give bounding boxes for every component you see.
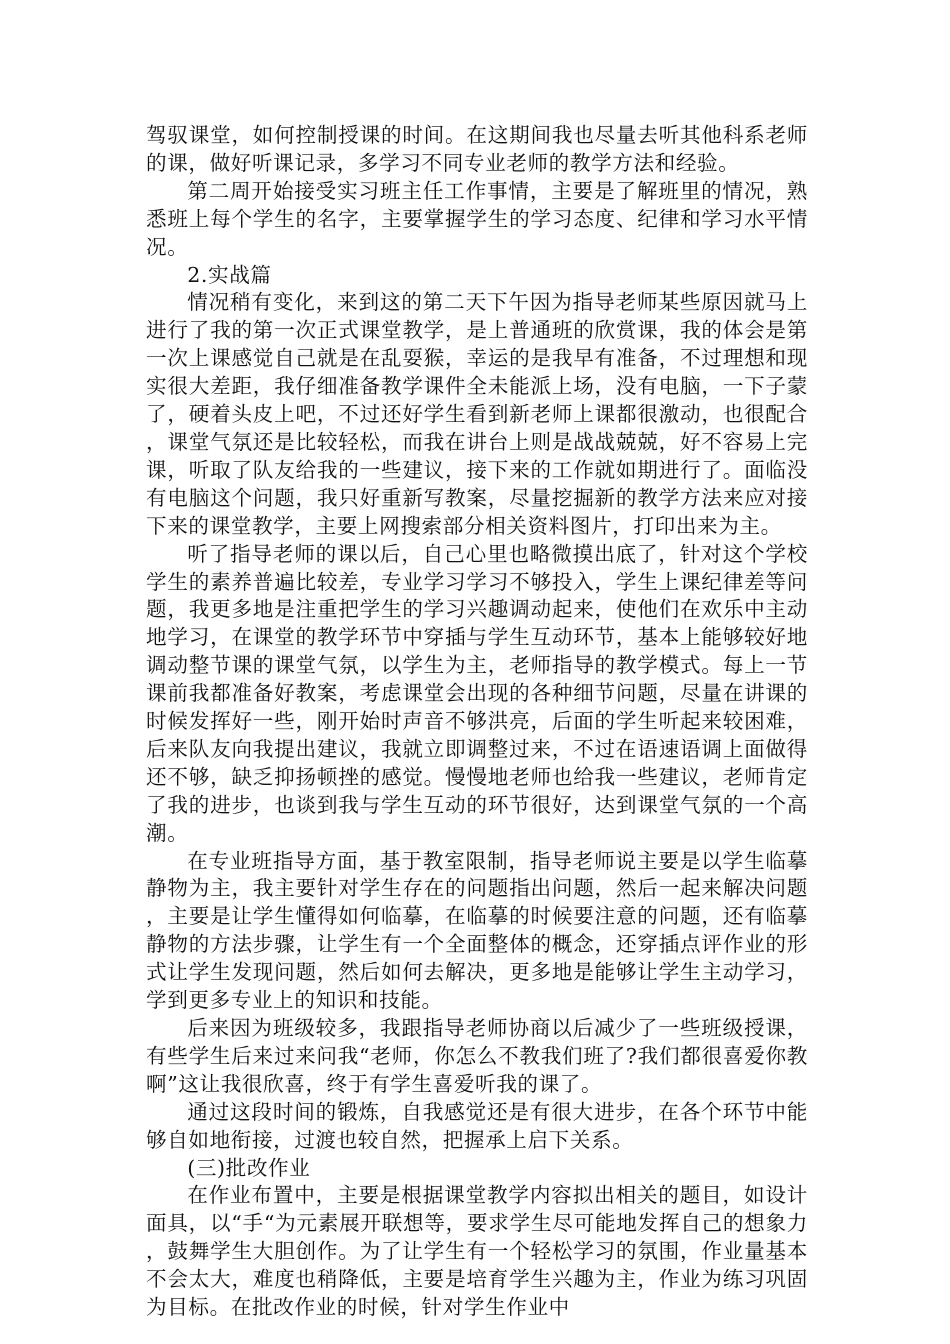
section-heading-practice: 2.实战篇 xyxy=(187,262,272,287)
paragraph-5: 在专业班指导方面，基于教室限制，指导老师说主要是以学生临摹静物为主，我主要针对学生存在的问题指出问题，然后一起来解决问题，主要是让学生懂得如何临摹，在临摹的时候要注意的问题，还有临摹静物的方法步骤，让学生有一个全面整体的概念，还穿插点评作业的形式让学生发现问题，然后如何去解决，更多地是能够让学生主动学习，学到更多专业上的知识和技能。 xyxy=(146,848,808,1013)
paragraph-2: 第二周开始接受实习班主任工作事情，主要是了解班里的情况，熟悉班上每个学生的名字，主要掌握学生的学习态度、纪律和学习水平情况。 xyxy=(146,178,808,259)
section-heading-homework: (三)批改作业 xyxy=(187,1155,311,1180)
paragraph-7: 通过这段时间的锻炼，自我感觉还是有很大进步，在各个环节中能够自如地衔接，过渡也较自然，把握承上启下关系。 xyxy=(146,1099,808,1152)
paragraph-3: 情况稍有变化，来到这的第二天下午因为指导老师某些原因就马上进行了我的第一次正式课堂教学，是上普通班的欣赏课，我的体会是第一次上课感觉自己就是在乱耍猴，幸运的是我早有准备，不过理想和现实很大差距，我仔细准备教学课件全未能派上场，没有电脑，一下子蒙了，硬着头皮上吧，不过还好学生看到新老师上课都很激动，也很配合，课堂气氛还是比较轻松，而我在讲台上则是战战兢兢，好不容易上完课，听取了队友给我的一些建议，接下来的工作就如期进行了。面临没有电脑这个问题，我只好重新写教案，尽量挖掘新的教学方法来应对接下来的课堂教学，主要上网搜索部分相关资料图片，打印出来为主。 xyxy=(146,290,808,538)
paragraph-8: 在作业布置中，主要是根据课堂教学内容拟出相关的题目，如设计面具，以“手“为元素展开联想等，要求学生尽可能地发挥自己的想象力，鼓舞学生大胆创作。为了让学生有一个轻松学习的氛围，作业量基本不会太大，难度也稍降低，主要是培育学生兴趣为主，作业为练习巩固为目标。在批改作业的时候，针对学生作业中 xyxy=(146,1183,808,1320)
paragraph-4: 听了指导老师的课以后，自己心里也略微摸出底了，针对这个学校学生的素养普遍比较差，专业学习学习不够投入，学生上课纪律差等问题，我更多地是注重把学生的学习兴趣调动起来，使他们在欢乐中主动地学习，在课堂的教学环节中穿插与学生互动环节，基本上能够较好地调动整节课的课堂气氛，以学生为主，老师指导的教学模式。每上一节课前我都准备好教案，考虑课堂会出现的各种细节问题，尽量在讲课的时候发挥好一些，刚开始时声音不够洪亮，后面的学生听起来较困难，后来队友向我提出建议，我就立即调整过来，不过在语速语调上面做得还不够，缺乏抑扬顿挫的感觉。慢慢地老师也给我一些建议，老师肯定了我的进步，也谈到我与学生互动的环节很好，达到课堂气氛的一个高潮。 xyxy=(146,541,808,845)
paragraph-1: 驾驭课堂，如何控制授课的时间。在这期间我也尽量去听其他科系老师的课，做好听课记录，多学习不同专业老师的教学方法和经验。 xyxy=(146,123,808,175)
paragraph-6: 后来因为班级较多，我跟指导老师协商以后减少了一些班级授课，有些学生后来过来问我“老师，你怎么不教我们班了?我们都很喜爱你教啊”这让我很欣喜，终于有学生喜爱听我的课了。 xyxy=(146,1016,808,1096)
document-body xyxy=(146,122,808,1322)
